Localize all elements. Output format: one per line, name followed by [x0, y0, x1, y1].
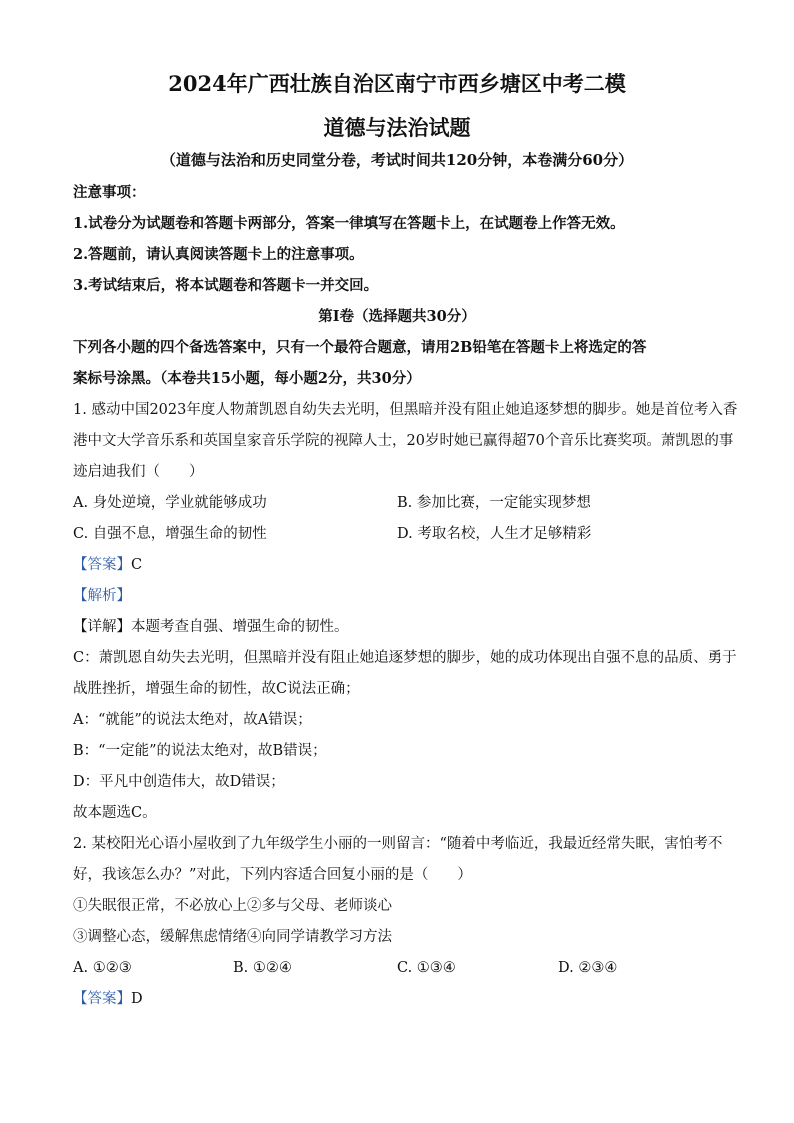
q1-explain-3: A：“就能”的说法太绝对，故A错误；	[73, 712, 312, 728]
q2-answer	[73, 989, 143, 1009]
q1-explain-2: 战胜挫折，增强生命的韧性，故C说法正确；	[73, 681, 360, 697]
subject-title: 道德与法治试题	[323, 115, 471, 140]
q1-stem-3: 迹启迪我们（ ）	[73, 464, 204, 480]
q1-detail	[73, 617, 349, 637]
section-instruction-1: 下列各小题的四个备选答案中，只有一个最符合题意，请用2B铅笔在答题卡上将选定的答	[73, 339, 647, 356]
notice-item-1: 1.试卷分为试题卷和答题卡两部分，答案一律填写在答题卡上，在试题卷上作答无效。	[73, 215, 625, 232]
q1-option-d: D. 考取名校，人生才足够精彩	[397, 526, 592, 542]
notice-item-3: 3.考试结束后，将本试题卷和答题卡一并交回。	[73, 277, 379, 294]
q2-option-a: A. ①②③	[73, 960, 132, 976]
q1-option-a: A. 身处逆境，学业就能够成功	[73, 495, 267, 511]
q1-answer	[73, 555, 142, 575]
q1-option-b: B. 参加比赛，一定能实现梦想	[397, 495, 591, 511]
exam-note: （道德与法治和历史同堂分卷，考试时间共120分钟，本卷满分60分）	[160, 151, 634, 169]
q1-analysis-label: 【解析】	[73, 588, 131, 604]
answer-label: 【答案】	[73, 991, 131, 1007]
q1-explain-5: D：平凡中创造伟大，故D错误；	[73, 774, 285, 790]
answer-value: C	[131, 557, 143, 573]
section-title: 第Ⅰ卷（选择题共30分）	[318, 308, 476, 325]
q1-option-c: C. 自强不息，增强生命的韧性	[73, 526, 267, 542]
q1-explain-1: C：萧凯恩自幼失去光明，但黑暗并没有阻止她追逐梦想的脚步，她的成功体现出自强不息的品质、勇于	[73, 650, 737, 666]
exam-title: 2024年广西壮族自治区南宁市西乡塘区中考二模	[168, 71, 626, 96]
notice-item-2: 2.答题前，请认真阅读答题卡上的注意事项。	[73, 246, 364, 263]
q2-stem-3: ①失眠很正常，不必放心上②多与父母、老师谈心	[73, 898, 392, 914]
section-instruction-2: 案标号涂黑。（本卷共15小题，每小题2分，共30分）	[73, 370, 421, 387]
q1-stem-2: 港中文大学音乐系和英国皇家音乐学院的视障人士，20岁时她已赢得超70个音乐比赛奖项。萧凯恩的事	[73, 433, 734, 449]
detail-text: 本题考查自强、增强生命的韧性。	[131, 619, 349, 635]
q2-option-b: B. ①②④	[233, 960, 292, 976]
q1-explain-4: B：“一定能”的说法太绝对，故B错误；	[73, 743, 327, 759]
answer-value: D	[131, 991, 143, 1007]
q2-option-d: D. ②③④	[558, 960, 618, 976]
q2-stem-4: ③调整心态，缓解焦虑情绪④向同学请教学习方法	[73, 929, 392, 945]
q2-stem-1: 2. 某校阳光心语小屋收到了九年级学生小丽的一则留言：“随着中考临近，我最近经常失眠，害怕考不	[73, 836, 723, 852]
q2-stem-2: 好，我该怎么办？”对此，下列内容适合回复小丽的是（ ）	[73, 867, 472, 883]
q1-stem-1: 1. 感动中国2023年度人物萧凯恩自幼失去光明，但黑暗并没有阻止她追逐梦想的脚步。她是首位考入香	[73, 402, 738, 418]
notice-heading: 注意事项：	[73, 184, 146, 201]
detail-label: 【详解】	[73, 619, 131, 635]
q1-explain-6: 故本题选C。	[73, 805, 157, 821]
q2-option-c: C. ①③④	[397, 960, 456, 976]
answer-label: 【答案】	[73, 557, 131, 573]
